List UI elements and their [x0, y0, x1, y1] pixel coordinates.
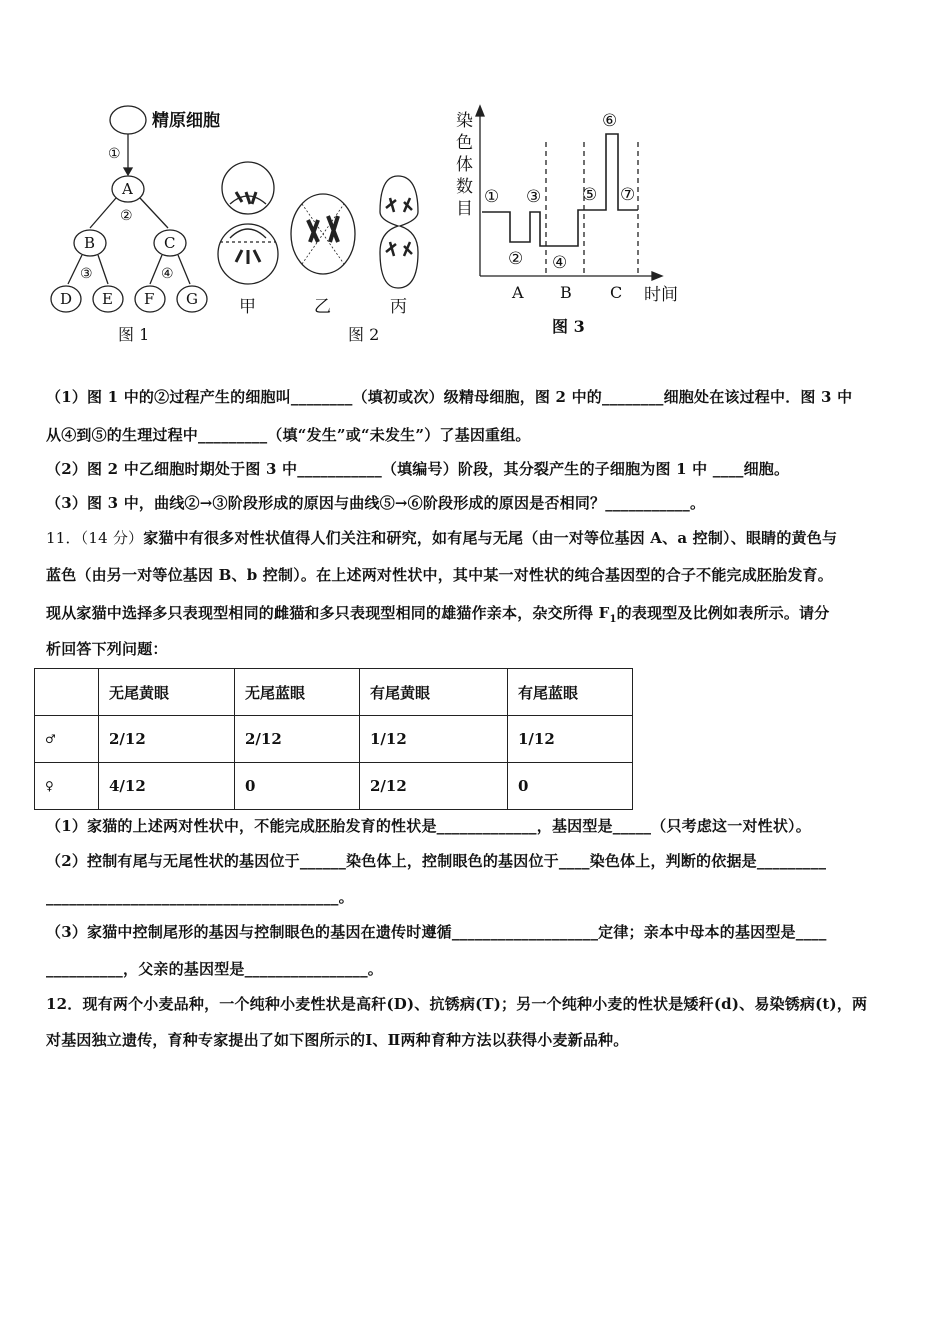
- f1-phenotype-table: [34, 668, 633, 810]
- step-1-label: ①: [108, 146, 121, 162]
- q11-part2-line1: （2）控制有尾与无尾性状的基因位于______染色体上，控制眼色的基因位于____染色体上，判断的依据是_________: [46, 852, 827, 870]
- tick-B-label: B: [560, 283, 572, 302]
- node-C-label: C: [164, 234, 176, 252]
- stage-2-label: ②: [508, 249, 524, 269]
- q10-part2: （2）图 2 中乙细胞时期处于图 3 中___________（填编号）阶段，其分裂产生的子细胞为图 1 中 ____细胞。: [46, 460, 790, 478]
- x-axis-label: 时间: [644, 285, 678, 305]
- table-row: [35, 763, 633, 810]
- table-cell-sex: ♀: [35, 763, 99, 810]
- spermatogonium-label: 精原细胞: [152, 111, 220, 131]
- spermatogonium-cell: [110, 106, 146, 134]
- y-label-4: 数: [456, 177, 473, 197]
- q11-intro-line2: 蓝色（由另一对等位基因 B、b 控制）。在上述两对性状中，其中某一对性状的纯合基因型的合子不能完成胚胎发育。: [46, 566, 833, 584]
- figure-3-caption: 图 3: [552, 317, 585, 336]
- tick-C-label: C: [610, 283, 623, 302]
- stage-3-label: ③: [526, 187, 542, 207]
- q12-line2: 对基因独立遗传，育种专家提出了如下图所示的Ⅰ、Ⅱ两种育种方法以获得小麦新品种。: [46, 1031, 629, 1049]
- q11-part3-line2: __________，父亲的基因型是________________。: [46, 960, 384, 978]
- table-cell: 2/12: [99, 716, 235, 763]
- figure-2-caption: 图 2: [348, 325, 380, 344]
- table-header-cell: 无尾蓝眼: [235, 669, 360, 716]
- tick-A-label: A: [512, 283, 524, 302]
- stage-1-label: ①: [484, 187, 500, 207]
- table-header-cell: 无尾黄眼: [99, 669, 235, 716]
- node-D-label: D: [60, 290, 73, 308]
- table-cell: 0: [235, 763, 360, 810]
- table-header-row: [35, 669, 633, 716]
- step-4-label: ④: [161, 266, 174, 282]
- cell-bing-label: 丙: [390, 297, 407, 317]
- node-F-label: F: [144, 290, 155, 308]
- cell-yi-label: 乙: [314, 297, 331, 317]
- table-cell: 2/12: [235, 716, 360, 763]
- node-G-label: G: [186, 290, 198, 308]
- q10-part3: （3）图 3 中，曲线②→③阶段形成的原因与曲线⑤→⑥阶段形成的原因是否相同？___________。: [46, 494, 706, 512]
- table-header-cell: [35, 669, 99, 716]
- q11-part3-line1: （3）家猫中控制尾形的基因与控制眼色的基因在遗传时遵循___________________定律；亲本中母本的基因型是____: [46, 923, 827, 941]
- q10-part1-line2: 从④到⑤的生理过程中_________（填“发生”或“未发生”）了基因重组。: [46, 426, 531, 444]
- step-2-label: ②: [120, 208, 133, 224]
- cell-jia: [218, 162, 278, 284]
- q11-text-3a: 现从家猫中选择多只表现型相同的雌猫和多只表现型相同的雄猫作亲本，杂交所得 F: [46, 604, 610, 622]
- q11-part2-line2: ______________________________________。: [46, 888, 354, 906]
- table-row: [35, 716, 633, 763]
- q10-part1-line1: （1）图 1 中的②过程产生的细胞叫________（填初或次）级精母细胞，图 2 中的________细胞处在该过程中．图 3 中: [46, 388, 853, 406]
- q11-text-1: 家猫中有很多对性状值得人们关注和研究，如有尾与无尾（由一对等位基因 A、a 控制）、眼睛的黄色与: [143, 529, 838, 547]
- y-label-2: 色: [456, 133, 473, 153]
- stage-5-label: ⑤: [582, 185, 598, 205]
- figure-1-caption: 图 1: [118, 325, 150, 344]
- node-B-label: B: [84, 234, 96, 252]
- y-label-3: 体: [456, 155, 473, 175]
- node-E-label: E: [102, 290, 113, 308]
- q11-intro-line3: [46, 602, 829, 625]
- table-cell: 0: [508, 763, 633, 810]
- cell-bing: [380, 176, 418, 288]
- y-label-1: 染: [456, 111, 473, 131]
- cell-yi: [291, 194, 355, 274]
- table-cell-sex: ♂: [35, 716, 99, 763]
- y-label-5: 目: [456, 199, 473, 219]
- figures-panel: [40, 92, 740, 362]
- table-cell: 1/12: [360, 716, 508, 763]
- table-header-cell: 有尾黄眼: [360, 669, 508, 716]
- q12-line1: 12．现有两个小麦品种，一个纯种小麦性状是高秆(D)、抗锈病(T)；另一个纯种小麦的性状是矮秆(d)、易染锈病(t)，两: [46, 995, 868, 1013]
- q11-part1: （1）家猫的上述两对性状中，不能完成胚胎发育的性状是_____________，基因型是_____（只考虑这一对性状）。: [46, 817, 811, 835]
- q11-intro-line1: [46, 527, 837, 548]
- stage-7-label: ⑦: [620, 185, 636, 205]
- table-header-cell: 有尾蓝眼: [508, 669, 633, 716]
- chromosome-curve: [482, 134, 638, 246]
- stage-4-label: ④: [552, 253, 568, 273]
- stage-6-label: ⑥: [602, 111, 618, 131]
- q11-f1-subscript: 1: [609, 614, 617, 625]
- q11-text-3b: 的表现型及比例如表所示。请分: [616, 604, 830, 622]
- table-cell: 2/12: [360, 763, 508, 810]
- step-3-label: ③: [80, 266, 93, 282]
- figure-2: [218, 162, 418, 288]
- q11-number: 11．（14 分）: [46, 529, 144, 547]
- cell-jia-label: 甲: [239, 297, 256, 317]
- node-A-label: A: [122, 180, 133, 198]
- table-cell: 1/12: [508, 716, 633, 763]
- q11-intro-line4: 析回答下列问题：: [46, 640, 168, 658]
- table-cell: 4/12: [99, 763, 235, 810]
